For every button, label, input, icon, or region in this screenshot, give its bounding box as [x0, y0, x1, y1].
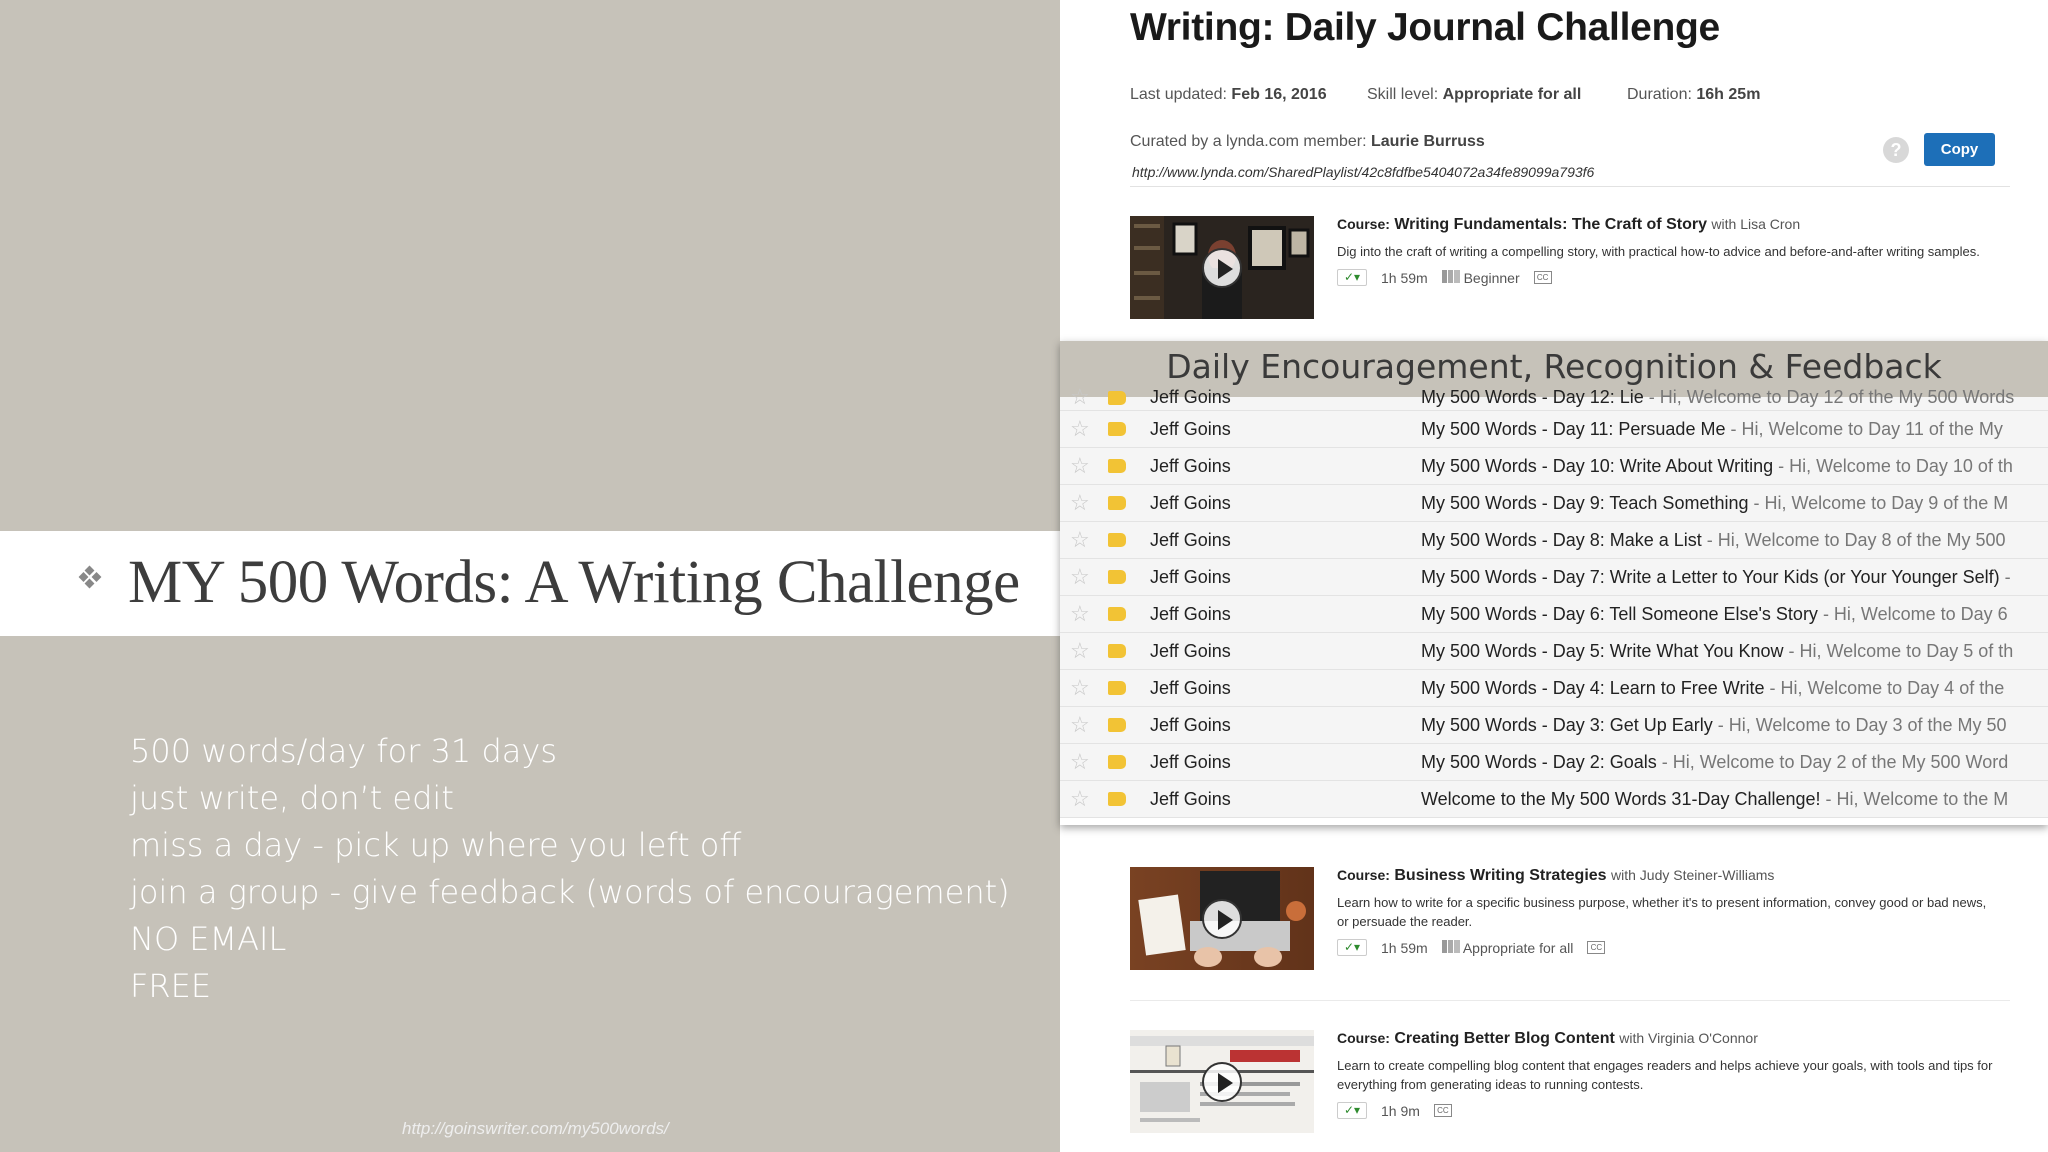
course-stats [1337, 939, 2017, 956]
course-duration: 1h 9m [1381, 1102, 1420, 1119]
divider [1130, 186, 2010, 187]
course-item[interactable] [1130, 1030, 2010, 1150]
email-snippet: - Hi, Welcome to Day 9 of the M [1748, 493, 2009, 513]
last-updated [1130, 86, 1327, 104]
course-description: Learn to create compelling blog content that engages readers and helps achieve your goals, with tools and tips for everything from generating ideas to running contests. [1337, 1058, 1993, 1092]
bullet-item: FREE [130, 967, 212, 1005]
email-subject-text: My 500 Words - Day 7: Write a Letter to Your Kids (or Your Younger Self) [1421, 567, 2000, 587]
email-row[interactable] [1060, 596, 2048, 633]
email-subject [1421, 604, 2048, 625]
star-icon[interactable]: ☆ [1070, 564, 1090, 589]
email-subject-text: My 500 Words - Day 3: Get Up Early [1421, 715, 1713, 735]
label-tag-icon[interactable] [1108, 681, 1126, 695]
level-bars-icon [1442, 940, 1460, 953]
checkmark-dropdown-icon[interactable]: ✓▾ [1337, 1102, 1367, 1119]
email-row[interactable] [1060, 781, 2048, 818]
email-subject-text: My 500 Words - Day 6: Tell Someone Else's Story [1421, 604, 1818, 624]
course-thumbnail[interactable] [1130, 216, 1314, 319]
email-row[interactable] [1060, 485, 2048, 522]
help-icon[interactable]: ? [1883, 137, 1909, 163]
duration-label: Duration: [1627, 86, 1692, 103]
level-group [1442, 940, 1574, 956]
source-link[interactable]: http://goinswriter.com/my500words/ [402, 1119, 669, 1138]
email-subject [1421, 456, 2048, 477]
email-row[interactable] [1060, 411, 2048, 448]
course-level: Appropriate for all [1462, 939, 1574, 956]
label-tag-icon[interactable] [1108, 459, 1126, 473]
email-sender: Jeff Goins [1150, 567, 1231, 587]
course-keyword: Course: [1337, 867, 1390, 883]
course-name[interactable]: Creating Better Blog Content [1394, 1030, 1615, 1047]
skill-level [1367, 86, 1581, 104]
last-updated-value: Feb 16, 2016 [1231, 86, 1327, 103]
last-updated-label: Last updated: [1130, 86, 1227, 103]
curated-label: Curated by a lynda.com member: [1130, 133, 1367, 150]
label-tag-icon[interactable] [1108, 718, 1126, 732]
duration-value: 16h 25m [1696, 86, 1761, 103]
email-subject [1421, 789, 2048, 810]
email-snippet: - Hi, Welcome to Day 11 of the My [1725, 419, 2003, 439]
email-row[interactable] [1060, 384, 2048, 411]
diamond-bullet-icon [78, 565, 102, 589]
star-icon[interactable]: ☆ [1070, 527, 1090, 552]
email-snippet: - Hi, Welcome to Day 4 of the [1764, 678, 2005, 698]
email-row[interactable] [1060, 448, 2048, 485]
star-icon[interactable]: ☆ [1070, 675, 1090, 700]
star-icon[interactable]: ☆ [1070, 638, 1090, 663]
email-sender: Jeff Goins [1150, 387, 1231, 407]
email-snippet: - Hi, Welcome to Day 5 of th [1783, 641, 2014, 661]
level-bars-icon [1442, 270, 1460, 283]
course-stats [1337, 1102, 2017, 1119]
label-tag-icon[interactable] [1108, 391, 1126, 405]
play-icon[interactable] [1202, 899, 1242, 939]
bullet-item: NO EMAIL [130, 920, 287, 958]
play-icon[interactable] [1202, 1062, 1242, 1102]
email-subject [1421, 678, 2048, 699]
label-tag-icon[interactable] [1108, 644, 1126, 658]
course-keyword: Course: [1337, 216, 1390, 232]
email-subject [1421, 530, 2048, 551]
course-description: Dig into the craft of writing a compelling story, with practical how-to advice and before-and-after writing samples. [1337, 244, 1980, 259]
playlist-url[interactable]: http://www.lynda.com/SharedPlaylist/42c8fdfbe5404072a34fe89099a793f6 [1132, 164, 1595, 180]
course-thumbnail[interactable] [1130, 867, 1314, 970]
email-snippet: - [1999, 567, 2011, 587]
email-sender: Jeff Goins [1150, 604, 1231, 624]
email-list-panel [1060, 341, 2048, 825]
email-panel-title: Daily Encouragement, Recognition & Feedback [1166, 347, 1942, 386]
closed-captions-icon: CC [1534, 271, 1552, 284]
playlist-heading: Writing: Daily Journal Challenge [1130, 6, 1720, 49]
bullet-list [130, 728, 1010, 1010]
email-snippet: - Hi, Welcome to Day 8 of the My 500 [1701, 530, 2006, 550]
course-keyword: Course: [1337, 1030, 1390, 1046]
bullet-item: 500 words/day for 31 days [130, 732, 557, 770]
email-subject-text: My 500 Words - Day 2: Goals [1421, 752, 1657, 772]
email-snippet: - Hi, Welcome to Day 3 of the My 50 [1712, 715, 2007, 735]
email-subject [1421, 715, 2048, 736]
email-sender: Jeff Goins [1150, 641, 1231, 661]
course-title[interactable] [1337, 216, 2017, 234]
email-sender: Jeff Goins [1150, 678, 1231, 698]
checkmark-dropdown-icon[interactable]: ✓▾ [1337, 939, 1367, 956]
email-subject [1421, 641, 2048, 662]
label-tag-icon[interactable] [1108, 792, 1126, 806]
email-subject [1421, 567, 2048, 588]
email-subject-text: My 500 Words - Day 5: Write What You Know [1421, 641, 1784, 661]
skill-level-value: Appropriate for all [1442, 86, 1582, 103]
email-subject-text: My 500 Words - Day 4: Learn to Free Write [1421, 678, 1765, 698]
email-row[interactable] [1060, 744, 2048, 781]
star-icon[interactable]: ☆ [1070, 601, 1090, 626]
star-icon[interactable]: ☆ [1070, 453, 1090, 478]
label-tag-icon[interactable] [1108, 607, 1126, 621]
level-group [1442, 270, 1520, 286]
course-name[interactable]: Business Writing Strategies [1394, 867, 1607, 884]
email-subject [1421, 493, 2048, 514]
star-icon[interactable]: ☆ [1070, 786, 1090, 811]
course-name[interactable]: Writing Fundamentals: The Craft of Story [1394, 216, 1707, 233]
closed-captions-icon: CC [1587, 941, 1605, 954]
copy-button[interactable]: Copy [1924, 133, 1995, 166]
course-duration: 1h 59m [1381, 939, 1428, 956]
email-snippet: - Hi, Welcome to Day 10 of th [1773, 456, 2013, 476]
email-sender: Jeff Goins [1150, 789, 1231, 809]
label-tag-icon[interactable] [1108, 755, 1126, 769]
email-subject-text: My 500 Words - Day 8: Make a List [1421, 530, 1702, 550]
bullet-item: join a group - give feedback (words of encouragement) [130, 873, 1010, 911]
course-author: with Virginia O'Connor [1619, 1030, 1758, 1046]
star-icon[interactable]: ☆ [1070, 384, 1090, 409]
closed-captions-icon: CC [1434, 1104, 1452, 1117]
email-sender: Jeff Goins [1150, 456, 1231, 476]
email-sender: Jeff Goins [1150, 715, 1231, 735]
course-author: with Judy Steiner-Williams [1611, 867, 1775, 883]
label-tag-icon[interactable] [1108, 422, 1126, 436]
bullet-item: just write, don’t edit [130, 779, 454, 817]
email-snippet: - Hi, Welcome to the M [1820, 789, 2009, 809]
star-icon[interactable]: ☆ [1070, 490, 1090, 515]
email-row[interactable] [1060, 633, 2048, 670]
email-row[interactable] [1060, 559, 2048, 596]
skill-level-label: Skill level: [1367, 86, 1439, 103]
email-list [1060, 384, 2048, 818]
play-icon[interactable] [1202, 248, 1242, 288]
course-level: Beginner [1463, 269, 1520, 286]
label-tag-icon[interactable] [1108, 496, 1126, 510]
email-row[interactable] [1060, 670, 2048, 707]
course-title[interactable] [1337, 867, 2017, 885]
course-item[interactable] [1130, 216, 2010, 336]
email-snippet: - Hi, Welcome to Day 12 of the My 500 Words [1643, 387, 2015, 407]
bullet-item: miss a day - pick up where you left off [130, 826, 742, 864]
course-stats [1337, 269, 2017, 286]
email-subject-text: My 500 Words - Day 10: Write About Writing [1421, 456, 1774, 476]
label-tag-icon[interactable] [1108, 570, 1126, 584]
email-subject [1421, 387, 2048, 408]
email-snippet: - Hi, Welcome to Day 6 [1817, 604, 2008, 624]
course-title[interactable] [1337, 1030, 2017, 1048]
star-icon[interactable]: ☆ [1070, 749, 1090, 774]
curated-by [1130, 133, 1485, 151]
duration [1627, 86, 1760, 104]
email-row[interactable] [1060, 707, 2048, 744]
email-subject-text: Welcome to the My 500 Words 31-Day Challenge! [1421, 789, 1821, 809]
email-subject-text: My 500 Words - Day 12: Lie [1421, 387, 1644, 407]
email-subject-text: My 500 Words - Day 9: Teach Something [1421, 493, 1749, 513]
email-sender: Jeff Goins [1150, 419, 1231, 439]
course-author: with Lisa Cron [1711, 216, 1801, 232]
email-subject-text: My 500 Words - Day 11: Persuade Me [1421, 419, 1726, 439]
curator-name[interactable]: Laurie Burruss [1371, 133, 1485, 150]
slide-title: MY 500 Words: A Writing Challenge [128, 549, 1020, 616]
course-item[interactable] [1130, 867, 2010, 987]
star-icon[interactable]: ☆ [1070, 712, 1090, 737]
email-row[interactable] [1060, 522, 2048, 559]
course-duration: 1h 59m [1381, 269, 1428, 286]
divider [1130, 1000, 2010, 1001]
email-snippet: - Hi, Welcome to Day 2 of the My 500 Word [1656, 752, 2009, 772]
course-description: Learn how to write for a specific business purpose, whether it's to present information, convey good or bad news, or persuade the reader. [1337, 895, 1987, 929]
email-subject [1421, 419, 2048, 440]
label-tag-icon[interactable] [1108, 533, 1126, 547]
email-sender: Jeff Goins [1150, 493, 1231, 513]
email-subject [1421, 752, 2048, 773]
star-icon[interactable]: ☆ [1070, 416, 1090, 441]
email-sender: Jeff Goins [1150, 752, 1231, 772]
email-sender: Jeff Goins [1150, 530, 1231, 550]
checkmark-dropdown-icon[interactable]: ✓▾ [1337, 269, 1367, 286]
course-thumbnail[interactable] [1130, 1030, 1314, 1133]
